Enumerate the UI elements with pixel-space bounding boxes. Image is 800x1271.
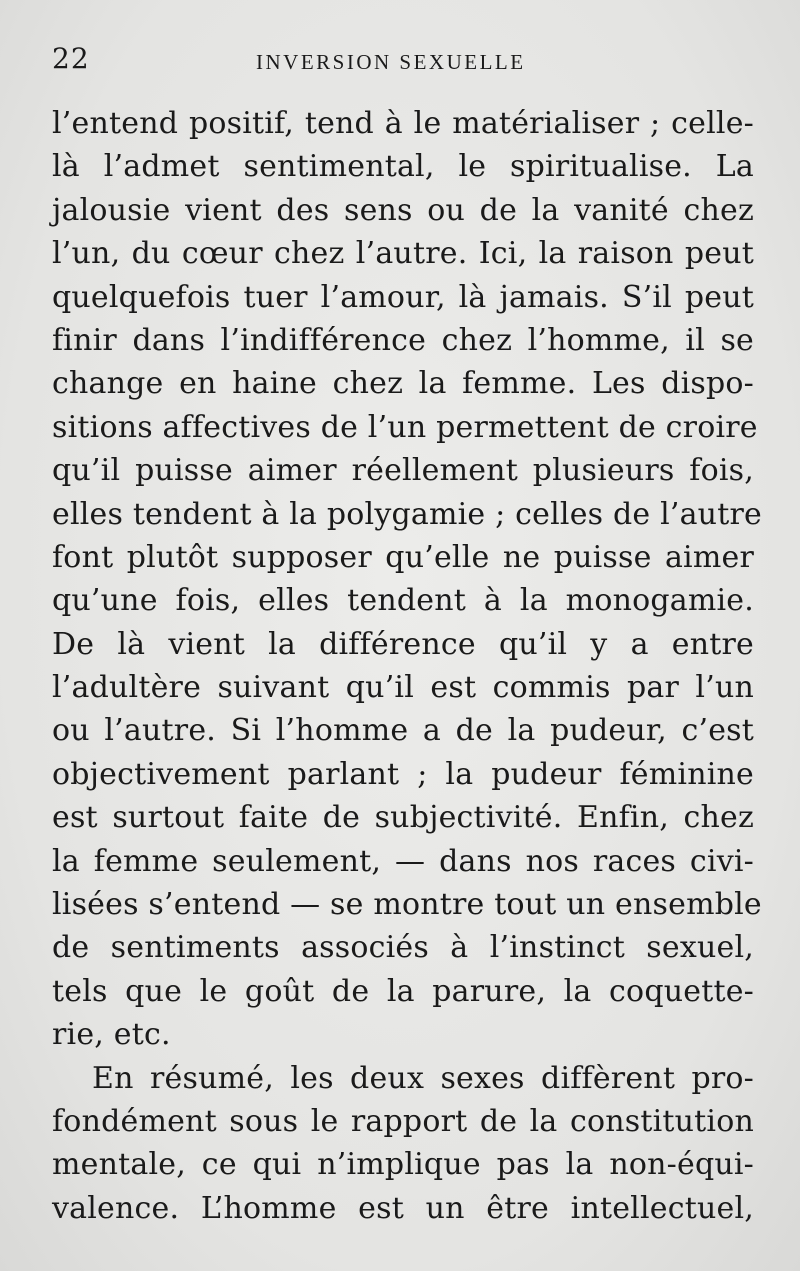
text-line: De là vient la différence qu’il y a entre bbox=[52, 626, 754, 662]
page-header bbox=[52, 42, 748, 82]
text-line: fondément sous le rapport de la constitution bbox=[52, 1103, 754, 1139]
text-line: jalousie vient des sens ou de la vanité chez bbox=[52, 192, 754, 228]
text-line: mentale, ce qui n’implique pas la non-équi- bbox=[52, 1147, 754, 1183]
text-line: qu’une fois, elles tendent à la monogamie. bbox=[52, 583, 754, 619]
text-line: la femme seulement, — dans nos races civi- bbox=[52, 843, 754, 879]
text-line: sitions affectives de l’un permettent de croire bbox=[52, 409, 758, 445]
text-line: quelquefois tuer l’amour, là jamais. S’il peut bbox=[52, 279, 754, 315]
text-line: tels que le goût de la parure, la coquette- bbox=[52, 973, 754, 1009]
running-head: INVERSION SEXUELLE bbox=[256, 50, 526, 74]
text-line: valence. L’homme est un être intellectuel, bbox=[52, 1190, 754, 1226]
text-line: là l’admet sentimental, le spiritualise. La bbox=[52, 149, 754, 185]
text-line: finir dans l’indifférence chez l’homme, il se bbox=[52, 322, 754, 358]
text-line: En résumé, les deux sexes diffèrent pro- bbox=[92, 1060, 754, 1096]
text-line: l’un, du cœur chez l’autre. Ici, la raison peut bbox=[52, 236, 754, 272]
text-line: de sentiments associés à l’instinct sexuel, bbox=[52, 930, 754, 966]
text-line: rie, etc. bbox=[52, 1017, 171, 1053]
page-number: 22 bbox=[52, 42, 90, 75]
text-line: ou l’autre. Si l’homme a de la pudeur, c’est bbox=[52, 713, 754, 749]
text-line: l’adultère suivant qu’il est commis par l’un bbox=[52, 670, 754, 706]
body-text bbox=[52, 102, 762, 1230]
text-line: lisées s’entend — se montre tout un ensemble bbox=[52, 887, 762, 923]
text-line: font plutôt supposer qu’elle ne puisse aimer bbox=[52, 539, 754, 575]
text-line: change en haine chez la femme. Les dispo- bbox=[52, 366, 754, 402]
text-line: qu’il puisse aimer réellement plusieurs fois, bbox=[52, 453, 754, 489]
text-line: objectivement parlant ; la pudeur féminine bbox=[52, 756, 754, 792]
text-line: l’entend positif, tend à le matérialiser ; celle- bbox=[52, 106, 754, 141]
text-line: est surtout faite de subjectivité. Enfin, chez bbox=[52, 800, 754, 836]
text-line: elles tendent à la polygamie ; celles de l’autre bbox=[52, 496, 762, 532]
